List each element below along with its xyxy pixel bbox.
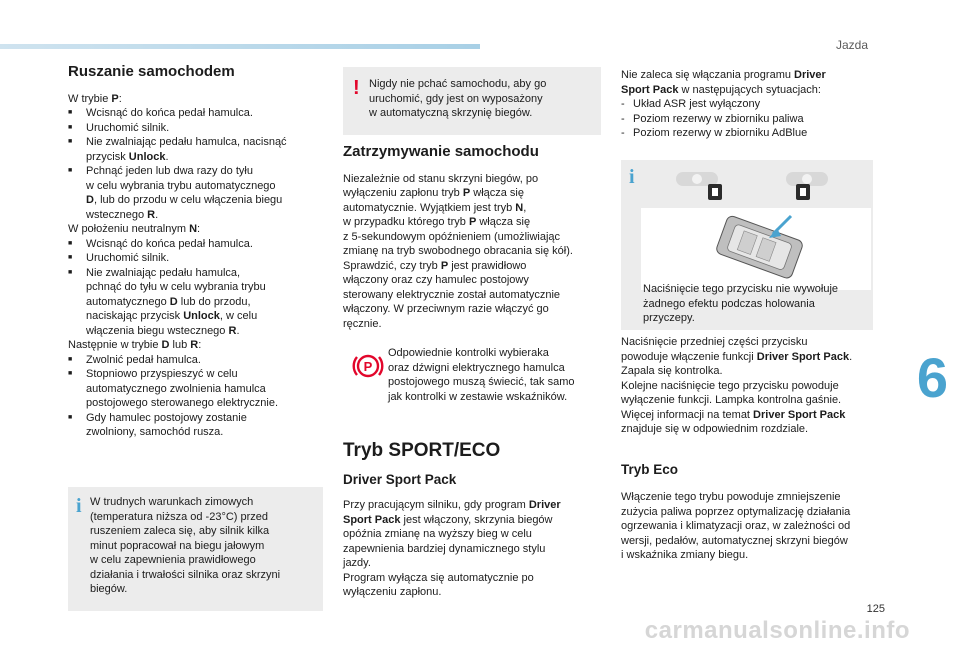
- text-run: Więcej informacji na temat: [621, 408, 754, 421]
- bold-term: R: [190, 339, 199, 351]
- text-run: opóźnia zmianę na wyższy bieg w celu: [343, 528, 532, 540]
- text-run: włącza się: [476, 216, 531, 228]
- text-line: [68, 179, 323, 194]
- text-line: ruszeniem zaleca się, aby silnik kilka: [90, 525, 270, 537]
- text-run: Przy pracującym silniku, gdy program: [343, 499, 529, 511]
- bold-term: P: [468, 216, 477, 228]
- text-run: wyłączeniu zapłonu.: [343, 586, 442, 598]
- text-run: Wcisnąć do końca pedał hamulca.: [86, 237, 253, 250]
- bold-term: Sport Pack: [343, 513, 401, 526]
- text-run: automatycznego: [86, 295, 170, 308]
- text-line: [343, 498, 603, 513]
- not-recommended-text: [621, 68, 877, 141]
- text-line: [621, 112, 877, 127]
- text-line: [68, 222, 323, 237]
- text-run: zapewnienia bardziej dynamicznego stylu: [343, 542, 546, 555]
- text-run: włączony. W przeciwnym razie włączyć go: [343, 303, 549, 315]
- towing-info-note: [621, 160, 873, 330]
- header-bar: [0, 44, 480, 49]
- text-run: w przypadku którego tryb: [343, 216, 469, 228]
- text-line: [68, 295, 323, 310]
- bold-term: N: [515, 201, 524, 214]
- text-line: [621, 335, 881, 350]
- text-run: w następujących sytuacjach:: [678, 83, 821, 96]
- info-icon: i: [629, 166, 635, 188]
- warning-text: [369, 77, 546, 121]
- dash-marker: -: [621, 98, 625, 110]
- svg-text:P: P: [363, 359, 373, 374]
- text-line: [621, 364, 881, 379]
- text-run: Następnie w trybie: [68, 339, 162, 351]
- text-run: Kolejne naciśnięcie tego przycisku powoduje: [621, 379, 839, 392]
- text-run: Zwolnić pedał hamulca.: [86, 353, 201, 366]
- text-run: Uruchomić silnik.: [86, 121, 170, 134]
- text-line: [621, 97, 877, 112]
- text-line: [621, 350, 881, 365]
- text-line: [68, 425, 323, 440]
- bullet-icon: ■: [68, 355, 73, 363]
- bold-term: Unlock: [128, 150, 166, 163]
- text-line: przyczepy.: [643, 312, 695, 324]
- text-run: naciskając przycisk: [86, 310, 184, 322]
- text-line: [343, 302, 603, 317]
- text-line: Naciśnięcie tego przycisku nie wywołuje: [643, 283, 839, 295]
- heading-stopping: Zatrzymywanie samochodu: [343, 143, 539, 160]
- text-line: [68, 121, 323, 136]
- text-line: w automatyczną skrzynię biegów.: [369, 107, 533, 119]
- text-run: Uruchomić silnik.: [86, 252, 170, 264]
- text-run: .: [236, 324, 240, 337]
- section-title: Jazda: [835, 38, 868, 52]
- steering-warning-icons: [641, 160, 873, 206]
- heading-driver-sport-pack: Driver Sport Pack: [343, 472, 457, 487]
- text-run: .: [155, 208, 159, 221]
- bullet-icon: ■: [68, 268, 73, 276]
- text-line: [68, 353, 323, 368]
- text-run: .: [849, 350, 853, 363]
- text-run: W trybie: [68, 92, 112, 105]
- sport-eco-heading: [343, 440, 500, 462]
- text-run: Poziom rezerwy w zbiorniku paliwa: [633, 112, 804, 125]
- starting-instructions: [68, 92, 323, 440]
- text-line: wersji, pedałów, automatycznej skrzyni biegów: [621, 534, 848, 547]
- text-run: :: [198, 339, 202, 351]
- text-run: włączenia biegu wstecznego: [86, 324, 229, 337]
- text-line: i wskaźnika zmiany biegu.: [621, 549, 749, 561]
- text-line: ogrzewania i klimatyzacji oraz, w zależności od: [621, 520, 851, 532]
- driver-sport-pack-text: [343, 498, 603, 600]
- page-number: 125: [866, 603, 885, 615]
- text-run: automatycznie. Wyjątkiem jest tryb: [343, 201, 516, 214]
- bold-term: P: [111, 92, 119, 105]
- text-line: [343, 259, 603, 274]
- text-run: Stopniowo przyspieszyć w celu: [86, 368, 238, 380]
- text-run: wyłączenie funkcji. Lampka kontrolna gaśnie.: [621, 394, 842, 406]
- text-line: [68, 324, 323, 339]
- heading-eco-mode: Tryb Eco: [621, 462, 679, 477]
- dash-marker: -: [621, 112, 625, 125]
- stopping-section: [343, 145, 603, 331]
- bold-term: D: [169, 295, 178, 308]
- text-run: lub do przodu,: [177, 295, 251, 308]
- text-line: [343, 527, 603, 542]
- bold-term: N: [189, 223, 198, 235]
- text-run: W położeniu neutralnym: [68, 223, 190, 235]
- text-line: [68, 251, 323, 266]
- text-run: ,: [523, 201, 527, 214]
- text-line: jak kontrolki w zestawie wskaźników.: [388, 390, 568, 403]
- text-run: postojowego sterowanego elektrycznie.: [86, 397, 279, 409]
- bold-term: P: [440, 259, 449, 272]
- text-run: Program wyłącza się automatycznie po: [343, 571, 534, 584]
- text-line: [68, 106, 323, 121]
- dash-marker: -: [621, 127, 625, 139]
- text-run: powoduje włączenie funkcji: [621, 350, 757, 363]
- text-run: Wcisnąć do końca pedał hamulca.: [86, 107, 253, 119]
- text-run: wyłączeniu zapłonu tryb: [343, 187, 463, 199]
- text-line: [68, 193, 323, 208]
- text-line: Odpowiednie kontrolki wybieraka: [388, 347, 549, 359]
- bold-term: Unlock: [183, 310, 220, 322]
- text-line: [343, 201, 603, 216]
- push-start-warning: [343, 67, 601, 135]
- bullet-icon: ■: [68, 138, 73, 145]
- text-line: Nigdy nie pchać samochodu, aby go: [369, 78, 547, 90]
- text-run: Sprawdzić, czy tryb: [343, 259, 441, 272]
- text-line: [68, 367, 323, 382]
- text-run: znajduje się w odpowiednim rozdziale.: [621, 423, 809, 435]
- text-line: [343, 556, 603, 571]
- text-line: działania i trwałości silnika oraz skrzyni: [90, 568, 281, 581]
- bold-term: Driver: [528, 499, 561, 511]
- text-line: [68, 382, 323, 397]
- info-icon: i: [76, 495, 82, 517]
- text-line: [68, 309, 323, 324]
- text-run: :: [118, 92, 122, 105]
- text-run: włącza się: [470, 187, 524, 199]
- text-line: [343, 571, 603, 586]
- dsp-heading-wrap: [343, 472, 456, 487]
- text-run: zmianę na tryb swobodnego obracania się kół).: [343, 245, 573, 257]
- text-line: w celu zapewnienia prawidłowego: [90, 554, 256, 566]
- text-line: W trudnych warunkach zimowych: [90, 496, 254, 508]
- text-line: [68, 164, 323, 179]
- eco-heading-wrap: [621, 462, 678, 477]
- bold-term: P: [462, 187, 471, 199]
- bold-term: D: [161, 339, 170, 351]
- text-line: [343, 215, 603, 230]
- bullet-icon: ■: [68, 254, 73, 261]
- column-1: [68, 65, 323, 440]
- text-line: [343, 186, 603, 201]
- text-line: zużycia paliwa poprzez optymalizację działania: [621, 505, 851, 518]
- bold-term: Driver Sport Pack: [756, 350, 850, 363]
- text-line: [343, 317, 603, 332]
- text-line: [343, 513, 603, 528]
- driver-sport-pack-press-text: [621, 335, 881, 437]
- text-run: , w celu: [219, 310, 258, 322]
- text-line: [68, 135, 323, 150]
- text-run: , lub do przodu w celu włączenia biegu: [93, 194, 283, 206]
- text-line: [68, 237, 323, 252]
- gear-selector-illustration: [641, 208, 871, 290]
- text-run: Pchnąć jeden lub dwa razy do tyłu: [86, 165, 253, 177]
- text-run: .: [165, 150, 169, 163]
- text-line: [68, 266, 323, 281]
- text-run: lub: [169, 339, 191, 351]
- text-run: wstecznego: [86, 208, 148, 221]
- bullet-icon: ■: [68, 109, 73, 116]
- bold-term: Driver Sport Pack: [753, 408, 846, 421]
- text-run: Poziom rezerwy w zbiorniku AdBlue: [633, 127, 808, 139]
- text-run: Nie zwalniając pedału hamulca, nacisnąć: [86, 136, 287, 148]
- text-line: [621, 393, 881, 408]
- text-run: przycisk: [86, 150, 129, 163]
- bullet-icon: ■: [68, 123, 73, 131]
- stopping-text: [343, 172, 603, 332]
- text-run: jazdy.: [343, 557, 371, 569]
- text-run: z 5-sekundowym opóźnieniem (umożliwiając: [343, 230, 561, 243]
- text-line: [343, 288, 603, 303]
- text-run: jest włączony, skrzynia biegów: [400, 513, 553, 526]
- text-run: Nie zwalniając pedału hamulca,: [86, 266, 241, 279]
- text-line: biegów.: [90, 583, 128, 595]
- text-line: [621, 379, 881, 394]
- bullet-icon: ■: [68, 413, 73, 421]
- bold-term: R: [147, 208, 156, 221]
- bold-term: R: [228, 324, 237, 337]
- text-run: :: [197, 223, 201, 235]
- text-line: [68, 411, 323, 426]
- text-line: (temperatura niższa od -23°C) przed: [90, 510, 269, 523]
- text-line: [68, 338, 323, 353]
- text-run: pchnąć do tyłu w celu wybrania trybu: [86, 281, 266, 293]
- eco-mode-text: [621, 490, 881, 563]
- text-run: Układ ASR jest wyłączony: [633, 98, 761, 110]
- text-run: Niezależnie od stanu skrzyni biegów, po: [343, 172, 539, 185]
- text-line: [68, 92, 323, 107]
- bold-term: Driver: [794, 69, 826, 81]
- selector-image-frame: [641, 208, 871, 290]
- text-run: ręcznie.: [343, 317, 382, 330]
- text-line: [343, 230, 603, 245]
- text-line: [68, 396, 323, 411]
- text-line: [621, 422, 881, 437]
- heading-sport-eco: Tryb SPORT/ECO: [343, 440, 501, 461]
- chapter-number: 6: [916, 346, 948, 409]
- text-run: sterowany elektrycznie został automatycznie: [343, 288, 561, 301]
- text-line: [621, 126, 877, 141]
- text-line: oraz dźwigni elektrycznego hamulca: [388, 361, 565, 374]
- bold-term: Sport Pack: [621, 83, 679, 96]
- towing-note-text: [643, 282, 838, 326]
- text-line: [621, 68, 877, 83]
- watermark: carmanualsonline.info: [644, 617, 910, 644]
- text-line: [343, 542, 603, 557]
- text-line: uruchomić, gdy jest on wyposażony: [369, 92, 543, 105]
- text-run: jest prawidłowo: [448, 259, 527, 272]
- text-run: Nie zaleca się włączania programu: [621, 69, 795, 81]
- warning-icon: !: [353, 77, 360, 99]
- text-line: [68, 280, 323, 295]
- text-run: zwolniony, samochód rusza.: [86, 426, 224, 438]
- text-line: [343, 273, 603, 288]
- text-line: [621, 83, 877, 98]
- text-line: [621, 408, 881, 423]
- text-run: Naciśnięcie przedniej części przycisku: [621, 336, 808, 348]
- text-line: [68, 150, 323, 165]
- text-line: postojowego muszą świecić, tak samo: [388, 376, 575, 388]
- text-run: Gdy hamulec postojowy zostanie: [86, 411, 247, 424]
- heading-starting: Ruszanie samochodem: [68, 63, 235, 80]
- bold-term: D: [86, 194, 94, 206]
- text-line: [68, 208, 323, 223]
- winter-note-text: [90, 495, 280, 597]
- bullet-icon: ■: [68, 239, 73, 247]
- text-line: [343, 585, 603, 600]
- text-run: w celu wybrania trybu automatycznego: [86, 179, 276, 192]
- parking-brake-icon: [352, 350, 384, 382]
- text-run: włączony oraz czy hamulec postojowy: [343, 274, 529, 286]
- text-line: minut popracował na biegu jałowym: [90, 539, 265, 552]
- text-line: [343, 244, 603, 259]
- indicator-note: [388, 346, 574, 404]
- text-run: automatycznego zwolnienia hamulca: [86, 382, 266, 395]
- text-line: Włączenie tego trybu powoduje zmniejszenie: [621, 491, 841, 503]
- bullet-icon: ■: [68, 370, 73, 377]
- text-line: żadnego efektu podczas holowania: [643, 297, 815, 310]
- bullet-icon: ■: [68, 167, 73, 174]
- text-line: [343, 172, 603, 187]
- winter-info-note: [68, 487, 323, 611]
- text-run: Zapala się kontrolka.: [621, 365, 723, 377]
